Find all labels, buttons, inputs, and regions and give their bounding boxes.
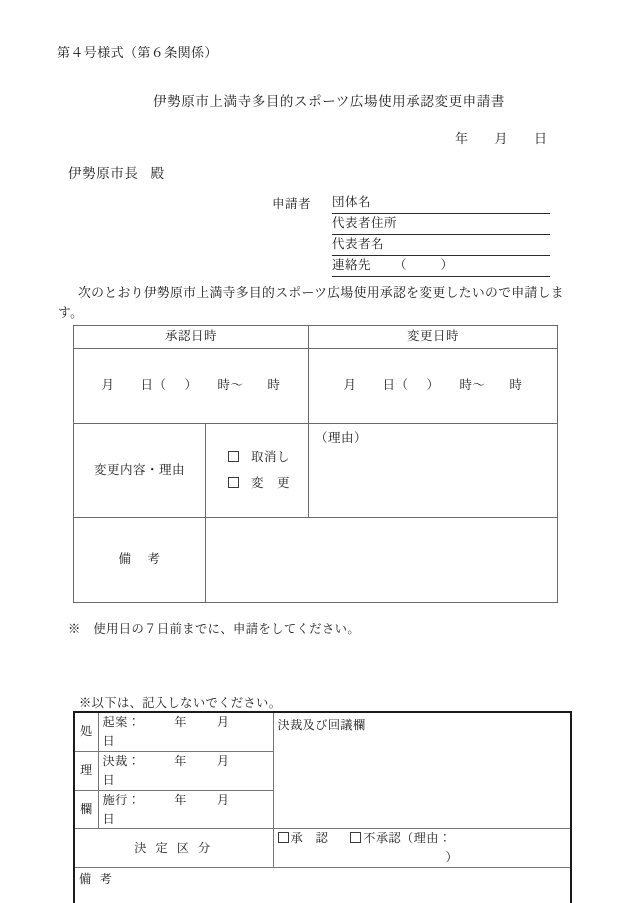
row-label: 決裁：: [102, 753, 141, 768]
cell-approval-circulation[interactable]: [273, 712, 571, 829]
reason-label: （理由）: [315, 431, 368, 445]
dt-paren-open: （: [153, 378, 167, 393]
lead-text: 次のとおり伊勢原市上満寺多目的スポーツ広場使用承認を変更したいので申請します。: [58, 286, 564, 321]
table-row-change-content: [74, 424, 558, 518]
label-remarks: [74, 518, 206, 603]
row-day: 日: [102, 772, 116, 787]
row-month: 月: [216, 753, 230, 768]
change-option-list: [206, 424, 309, 518]
applicant-field-label: 代表者名: [332, 237, 385, 251]
cell-admin-remarks[interactable]: [74, 868, 571, 903]
admin-row-enforcement-date[interactable]: [98, 790, 273, 829]
decision-type-options: [273, 829, 571, 868]
date-line: [455, 129, 548, 149]
applicant-field-label: 連絡先: [332, 258, 372, 272]
applicant-field-rep-address[interactable]: [332, 214, 550, 235]
table-row-headers: [74, 326, 558, 349]
admin-row-draft-date[interactable]: [98, 712, 273, 751]
approval-column-header: 決裁及び回議欄: [277, 718, 366, 732]
form-number: 第４号様式（第６条関係）: [57, 45, 218, 60]
remarks-label-2: 考: [147, 552, 161, 567]
dt-time-to: 時: [509, 378, 523, 393]
header-approved-datetime: 承認日時: [74, 326, 309, 349]
admin-remarks-label-1: 備: [79, 872, 92, 887]
office-use-table: [73, 711, 572, 903]
date-day: 日: [534, 131, 548, 146]
applicant-field-contact[interactable]: [332, 256, 550, 277]
admin-row-approval-date[interactable]: [98, 751, 273, 790]
cell-remarks-input[interactable]: [206, 518, 558, 603]
remarks-label-1: 備: [118, 552, 132, 567]
vertical-label-char-2: 理: [74, 751, 98, 790]
option-approve-label: 承 認: [290, 831, 329, 846]
option-reject-label: 不承認（理由：: [363, 831, 452, 846]
checkbox-icon-reject[interactable]: [350, 832, 361, 843]
admin-section-note: ※以下は、記入しないでください。: [79, 696, 282, 710]
table-row-draft: [74, 712, 571, 751]
table-row-remarks: [74, 518, 558, 603]
page-title: 伊勢原市上満寺多目的スポーツ広場使用承認変更申請書: [153, 94, 505, 109]
option-label: 取消し: [251, 449, 291, 464]
reject-close-paren: ）: [445, 850, 459, 865]
addressee-honorific: 殿: [150, 166, 165, 181]
checkbox-icon[interactable]: [228, 451, 239, 462]
row-month: 月: [216, 792, 230, 807]
applicant-field-rep-name[interactable]: [332, 235, 550, 256]
admin-remarks-label-2: 考: [99, 872, 113, 887]
dt-time-to: 時: [267, 378, 281, 393]
cell-reason-input[interactable]: [309, 424, 558, 518]
header-changed-datetime: 変更日時: [309, 326, 558, 349]
applicant-block: [272, 193, 550, 277]
date-month: 月: [494, 131, 509, 146]
row-day: 日: [102, 811, 116, 826]
checkbox-option-change[interactable]: [228, 471, 308, 497]
row-label: 起案：: [102, 715, 141, 729]
label-change-content-reason: 変更内容・理由: [74, 424, 206, 518]
row-year: 年: [174, 792, 187, 807]
applicant-field-group-name[interactable]: [332, 193, 550, 214]
dt-paren-open: （: [395, 378, 409, 393]
checkbox-icon-approve[interactable]: [278, 832, 289, 843]
label-decision-type: 決 定 区 分: [74, 829, 273, 868]
dt-paren-close: ）: [184, 378, 198, 393]
option-label: 変 更: [251, 475, 291, 490]
applicant-fields: [332, 193, 550, 277]
footnote: ※ 使用日の７日前までに、申請をしてください。: [68, 622, 361, 636]
table-row-decision-type: [74, 829, 571, 868]
vertical-label-char-3: 欄: [74, 790, 98, 829]
date-year: 年: [455, 131, 469, 146]
row-day: 日: [102, 733, 116, 748]
vertical-label-char-1: 処: [74, 712, 98, 751]
applicant-contact-paren: [394, 256, 453, 275]
main-form-table: [73, 325, 558, 603]
checkbox-icon[interactable]: [228, 477, 239, 488]
dt-day: 日: [382, 378, 396, 393]
table-row-admin-remarks: [74, 868, 571, 903]
applicant-field-label: 代表者住所: [332, 216, 398, 230]
applicant-field-label: 団体名: [332, 195, 372, 209]
paren-close: ）: [440, 258, 454, 272]
dt-day: 日: [140, 378, 154, 393]
addressee-name: 伊勢原市長: [68, 166, 139, 181]
row-month: 月: [216, 715, 230, 729]
lead-paragraph: [58, 283, 566, 324]
row-year: 年: [174, 753, 187, 768]
cell-changed-datetime[interactable]: [309, 349, 558, 424]
dt-time-from: 時～: [217, 378, 244, 393]
row-year: 年: [174, 715, 187, 729]
dt-paren-close: ）: [426, 378, 440, 393]
dt-time-from: 時～: [459, 378, 486, 393]
cell-approved-datetime[interactable]: [74, 349, 309, 424]
row-label: 施行：: [102, 792, 141, 807]
checkbox-option-cancel[interactable]: [228, 445, 308, 471]
addressee: [68, 164, 165, 185]
dt-month: 月: [101, 378, 115, 393]
paren-open: （: [394, 258, 407, 272]
applicant-label: 申請者: [272, 197, 312, 211]
table-row-datetime: [74, 349, 558, 424]
dt-month: 月: [343, 378, 357, 393]
